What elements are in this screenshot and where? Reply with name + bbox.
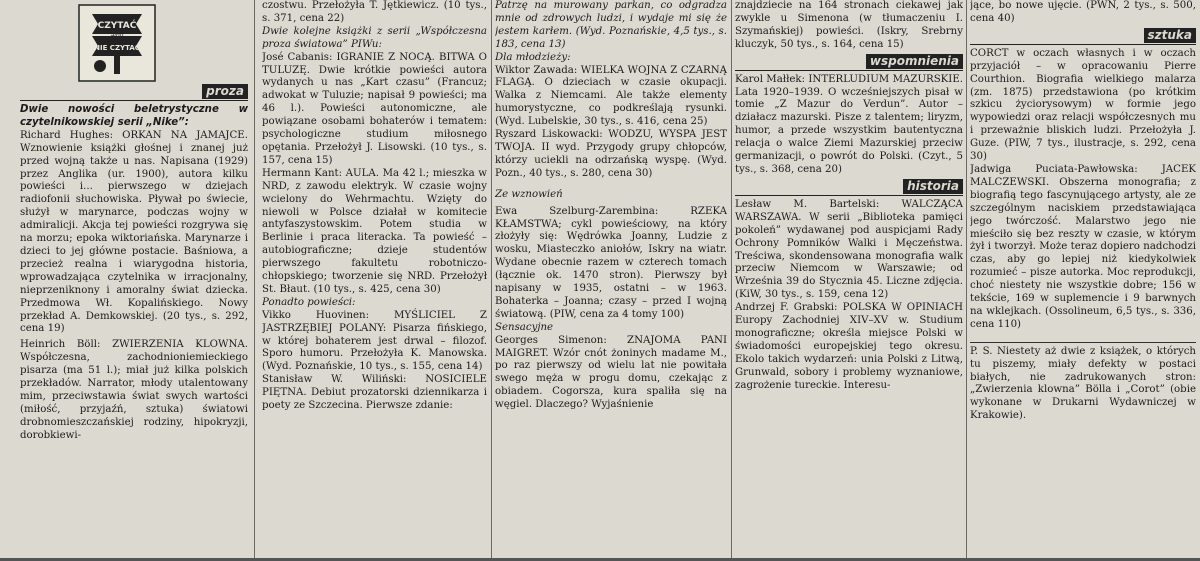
column-rule bbox=[491, 0, 492, 561]
column-rule bbox=[966, 0, 967, 561]
postscript: P. S. Niestety aż dwie z książek, o których tu piszemy, miały defekty w postaci białych, nie zadrukowanych stron: „Zwierzenia klowna” Bölla i „Corot” (obie wykonane w Drukarni Wydawniczej w Krakowie). bbox=[970, 342, 1196, 423]
column-3 bbox=[495, 0, 727, 561]
column-1 bbox=[20, 0, 248, 561]
review-huovinen: Vikko Huovinen: MYŚLICIEL Z JASTRZĘBIEJ POLANY: Pisarza fińskiego, w której bohaterem jest drwal – filozof. Sporo humoru. Przełożyła K. Manowska. (Wyd. Poznańskie, 10 tys., s. 155, cena 14) bbox=[262, 309, 487, 373]
review-boll: Heinrich Böll: ZWIERZENIA KLOWNA. Współczesna, zachodnioniemieckiego pisarza (ma 51 l.); miał już kilka polskich przekładów. Narrator, młody utalentowany mim, przeciwstawia świat swych wartości (miłość, przyjaźń, sztuka) światowi drobnomieszczańskiej rodziny, hipokryzji, dorobkiewi- bbox=[20, 339, 248, 441]
review-liskowacki: Ryszard Liskowacki: WODZU, WYSPA JEST TWOJA. II wyd. Przygody grupy chłopców, którzy uciekli na odrzańską wyspę. (Wyd. Pozn., 40 tys., s. 280, cena 30) bbox=[495, 129, 727, 179]
review-szelburg: Ewa Szelburg-Zarembina: RZEKA KŁAMSTWA; cykl powieściowy, na który złożyły się: Wędrówka Joanny, Ludzie z wosku, Miasteczko aniołów, Iskry na wiatr. Wydane obecnie razem w czterech tomach (łącznie ok. 1470 stron). Pierwszy był napisany w 1935, ostatni – w 1963. Bohaterka – Joanna; czasy – przed I wojną światową. (PIW, cena za 4 tomy 100) bbox=[495, 205, 727, 320]
intro-text: Dwie nowości beletrystyczne w czytelnikowskiej serii „Nike”: bbox=[20, 104, 248, 128]
review-cabanis: José Cabanis: IGRANIE Z NOCĄ. BITWA O TULUZĘ. Dwie krótkie powieści autora wydanych u nas „Kart czasu” (Francuz; adwokat w Tuluzie; napisał 9 powieści; ma 46 l.). Powieści autonomiczne, ale powiązane osobami bohaterów i tematem: psychologiczne studium miłosnego opętania. Przełożył J. Lisowski. (10 tys., s. 157, cena 15) bbox=[262, 51, 487, 166]
review-hughes: Richard Hughes: ORKAN NA JAMAJCE. Wznowienie książki głośnej i znanej już przed wojną także u nas. Napisana (1929) przez Anglika (ur. 1900), autora kilku powieści i... pierwszego w dziejach radiofonii słuchowiska. Pływał po świecie, służył w marynarce, podczas wojny w admiralicji. Akcja tej powieści rozgrywa się na morzu; epoka wiktoriańska. Marynarze i dzieci to jej główne postacie. Baśniowa, a przecież realna i wiarygodna historia, wprowadzająca czytelnika w irracjonalny, nieprzeniknony i amoralny świat dziecka. Przedmowa Wł. Kopalińskiego. Nowy przekład A. Demkowskiej. (20 tys., s. 292, cena 19) bbox=[20, 129, 248, 335]
review-mallek: Karol Małłek: INTERLUDIUM MAZURSKIE. Lata 1920–1939. O wcześniejszych pisał w tomie „Z Mazur do Verdun”. Autor – działacz mazurski. Pisze z talentem; liryzm, humor, a przede wszystkim bautentyczna relacja o walce Ziemi Mazurskiej przeciw germanizacji, o powrót do Polski. (Czyt., 5 tys., s. 368, cena 20) bbox=[735, 73, 963, 175]
review-simenon: Georges Simenon: ZNAJOMA PANI MAIGRET. Wzór cnót żoninych madame M., po raz pierwszy od wielu lat nie powitała swego męża w progu domu, czekając z obiadem. Cogorsza, kura spaliła się na węgiel. Dlaczego? Wyjaśnienie bbox=[495, 334, 727, 411]
review-corot: CORCT w oczach własnych i w oczach przyjaciół – w opracowaniu Pierre Courthion. Biografia wielkiego malarza (zm. 1875) przedstawiona (po krótkim szkicu życiorysowym) w formie jego wypowiedzi oraz relacji współczesnych mu i przeważnie bliskich ludzi. Przełożyła J. Guze. (PIW, 7 tys., ilustracje, s. 292, cena 30) bbox=[970, 47, 1196, 163]
section-heading-sztuka: sztuka bbox=[970, 28, 1196, 45]
review-kant: Hermann Kant: AULA. Ma 42 l.; mieszka w NRD, z zawodu elektryk. W czasie wojny wcielony do Wehrmachtu. Wzięty do niewoli w Polsce działał w komitecie antyfaszystowskim. Potem studia w Berlinie i praca literacka. Ta powieść – autobiograficzne; dzieje studentów pierwszego fakultetu robotniczo-chłopskiego; tworzenie się NRD. Przełożył St. Błaut. (10 tys., s. 425, cena 30) bbox=[262, 167, 487, 295]
review-grabski: Andrzej F. Grabski: POLSKA W OPINIACH Europy Zachodniej XIV–XV w. Studium monograficzne; określa miejsce Polski w świadomości europejskiej tego okresu. Ekolo takich wydarzeń: unia Polski z Litwą, Grunwald, sobory i problemy wyznaniowe, zagrożenie tureckie. Interesu- bbox=[735, 302, 963, 391]
section-heading-historia: historia bbox=[735, 179, 963, 196]
svg-text:CZYTAĆ: CZYTAĆ bbox=[97, 21, 137, 31]
review-bartelski: Lesław M. Bartelski: WALCZĄCA WARSZAWA. W serii „Biblioteka pamięci pokoleń” wydawanej pod auspicjami Rady Ochrony Pomników Walki i Męczeństwa. Treściwa, skondensowana monografia walk przeciw Niemcom w Warszawie; od Września 39 do Stycznia 45. Liczne zdjęcia. (KiW, 30 tys., s. 159, cena 12) bbox=[735, 198, 963, 301]
czytac-logo-icon bbox=[78, 4, 156, 82]
column-2 bbox=[262, 0, 487, 561]
subheading-sensacyjne: Sensacyjne bbox=[495, 321, 554, 333]
subheading-series: Dwie kolejne książki z serii „Współczesna proza światowa” PIWu: bbox=[262, 25, 487, 50]
subheading-wznowienia: Ze wznowień bbox=[495, 188, 563, 200]
review-boll-cont: czostwu. Przełożyła T. Jętkiewicz. (10 tys., s. 371, cena 22) bbox=[262, 0, 487, 24]
column-rule bbox=[731, 0, 732, 561]
column-4 bbox=[735, 0, 963, 561]
czytac-logo bbox=[78, 4, 156, 82]
column-5 bbox=[970, 0, 1196, 561]
review-grabski-cont: jące, bo nowe ujęcie. (PWN, 2 tys., s. 500, cena 40) bbox=[970, 0, 1196, 24]
column-rule bbox=[254, 0, 255, 561]
svg-text:NIE CZYTAĆ: NIE CZYTAĆ bbox=[94, 44, 140, 52]
subheading-ponadto: Ponadto powieści: bbox=[262, 296, 356, 308]
svg-text:albo: albo bbox=[110, 32, 124, 39]
subheading-mlodziez: Dla młodzieży: bbox=[495, 51, 571, 63]
section-heading-wspomnienia: wspomnienia bbox=[735, 54, 963, 71]
review-simenon-cont: znajdziecie na 164 stronach ciekawej jak zwykle u Simenona (w tłumaczeniu I. Szymańskiej) powieści. (Iskry, Srebrny kluczyk, 50 tys., s. 164, cena 15) bbox=[735, 0, 963, 50]
review-zawada: Wiktor Zawada: WIELKA WOJNA Z CZARNĄ FLAGĄ. O dzieciach w czasie okupacji. Walka z Niemcami. Ale także elementy humorystyczne, co podkreślają rysunki. (Wyd. Lubelskie, 30 tys., s. 416, cena 25) bbox=[495, 64, 727, 128]
review-wilinski: Stanisław W. Wiliński: NOSICIELE PIĘTNA. Debiut prozatorski dziennikarza i poety ze Szczecina. Pierwsze zdanie: bbox=[262, 374, 487, 412]
review-malczewski: Jadwiga Puciata-Pawłowska: JACEK MALCZEWSKI. Obszerna monografia; z biografią tego fascynującego artysty, ale ze szczególnym naciskiem przedstawiająca jego twórczość. Malarstwo jego nie mieściło się bez reszty w czasie, w którym żył i tworzył. Może teraz dopiero nadchodzi czas, aby go lepiej niż kiedykolwiek rozumieć – pisze autorka. Moc reprodukcji, choć niestety nie wszystkie dobre; 156 w tekście, 169 w suplemencie i 9 barwnych na wklejkach. (Ossolineum, 6,5 tys., s. 336, cena 110) bbox=[970, 163, 1196, 330]
quote-wilinski: Patrzę na murowany parkan, co odgradza mnie od zdrowych ludzi, i wydaje mi się że jestem karłem. (Wyd. Poznańskie, 4,5 tys., s. 183, cena 13) bbox=[495, 0, 727, 50]
section-heading-proza: proza bbox=[20, 84, 248, 101]
